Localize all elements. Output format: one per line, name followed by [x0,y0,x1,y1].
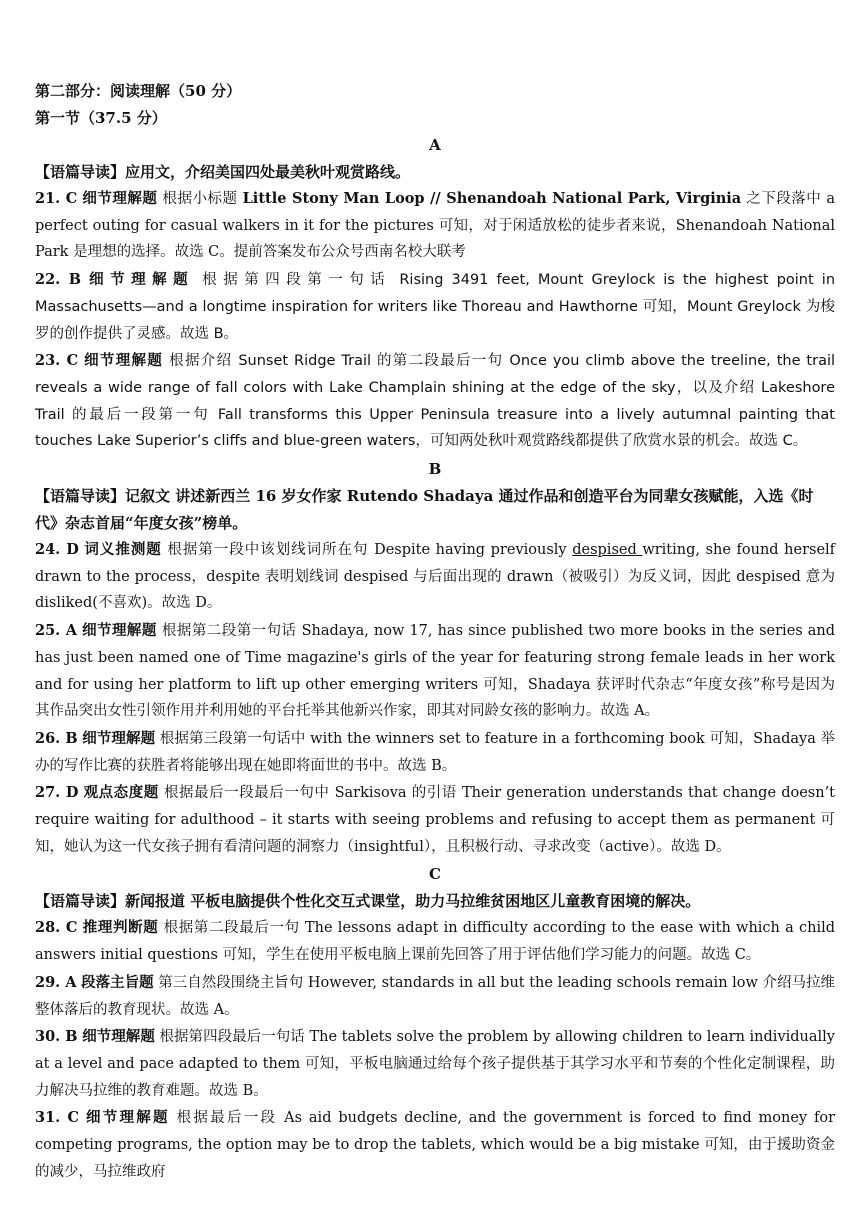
passage-b-guide: 【语篇导读】记叙文 讲述新西兰 16 岁女作家 Rutendo Shadaya 通过作品和创造平台为同辈女孩赋能，入选《时代》杂志首届“年度女孩”榜单。 [35,487,814,533]
q23-type: 细节理解题 [84,352,164,370]
question-28 [35,915,835,968]
passage-b-letter: B [428,460,442,479]
q21-number: 21. C [35,190,78,207]
part-heading: 第二部分：阅读理解（50 分） [35,82,242,100]
q23-text2: Sunset Ridge Trail 的第二段最后一句 Once you climb above the treeline, the trail reveals a wide range of fall colors with Lake Champlain shining at the edge of the sky，以及介绍 Lakeshore Trail 的最后一段第一句 Fall transforms this Upper Peninsula treasure into a lively autumnal painting that touches Lake Superior’s cliffs and blue-green waters，可知两处秋叶观赏路线都提供了欣赏水景的机会。故选 C。 [35,353,836,450]
passage-a-letter: A [429,136,441,154]
q28-type: 推理判断题 [82,919,159,937]
q24-text1: 根据第一段中该划线词所在句 Despite having previously [167,542,567,559]
question-23 [35,348,835,455]
q31-text1: 根据最后一段 As aid budgets decline, and the government is forced to find money for competing programs, the option may be to drop the tablets, which would be a big mistake 可知，由于援助资金的减少，马拉维政府 [35,1110,836,1180]
section-heading: 第一节（37.5 分） [35,109,167,127]
q24-underlined-word: despised [572,542,643,559]
q21-type: 细节理解题 [82,190,158,207]
q24-number: 24. D [35,541,79,559]
q21-text2: 之下段落中 a perfect outing for casual walkers in it for the pictures 可知，对于闲适放松的徒步者来说，Shenandoah National Park 是理想的选择。故选 C。提前答案发布公众号西南名校大联考 [35,191,836,261]
question-30 [35,1024,835,1104]
question-24 [35,537,835,617]
q22-text2: Rising 3491 feet, Mount Greylock is the highest point in Massachusetts—and a longtime inspiration for writers like Thoreau and Hawthorne 可知，Mount Greylock 为梭罗的创作提供了灵感。故选 B。 [35,272,836,342]
q21-text1: 根据小标题 [162,191,238,207]
question-27 [35,780,835,860]
q22-number: 22. B [35,271,82,289]
q31-number: 31. C [35,1109,80,1127]
q24-text2: writing, she found herself drawn to the process，despite 表明划线词 despised 与后面出现的 drawn（被吸引）为反义词，因此 despised 意为 disliked(不喜欢)。故选 D。 [35,542,836,612]
q25-number: 25. A [35,622,77,640]
question-21 [35,186,835,266]
q27-type: 观点态度题 [83,784,159,802]
passage-c-letter: C [429,865,441,884]
q28-text1: 根据第二段最后一句 The lessons adapt in difficulty according to the ease with which a child answers initial questions 可知，学生在使用平板电脑上课前先回答了用于评估他们学习能力的问题。故选 C。 [35,920,836,964]
q21-subtitle: Little Stony Man Loop // Shenandoah National Park, Virginia [242,190,742,207]
question-29 [35,970,835,1023]
q30-number: 30. B [35,1028,78,1046]
question-22 [35,267,835,347]
q26-number: 26. B [35,729,78,747]
question-26 [35,726,835,779]
q29-type: 段落主旨题 [81,973,154,991]
q24-type: 词义推测题 [84,541,162,559]
q22-text1: 根据第四段第一句话 [202,272,392,289]
q22-type: 细节理解题 [89,271,195,289]
q29-number: 29. A [35,973,77,991]
question-31 [35,1105,835,1185]
q23-number: 23. C [35,352,79,370]
passage-a-guide: 【语篇导读】应用文，介绍美国四处最美秋叶观赏路线。 [35,163,411,181]
q27-number: 27. D [35,784,79,802]
answer-page [35,78,835,1187]
q26-type: 细节理解题 [82,729,156,747]
q23-text1: 根据介绍 [169,353,233,370]
q25-text1: 根据第二段第一句话 Shadaya, now 17, has since published two more books in the series and has just been named one of Time magazine's girls of the year for featuring strong female leads in her work and for using her platform to lift up other emerging writers 可知，Shadaya 获评时代杂志“年度女孩”称号是因为其作品突出女性引领作用并利用她的平台托举其他新兴作家，即其对同龄女孩的影响力。故选 A。 [35,623,836,720]
q27-text1: 根据最后一段最后一句中 Sarkisova 的引语 Their generation understands that change doesn’t require waiting for adulthood – it starts with seeing problems and refusing to accept them as permanent 可知，她认为这一代女孩子拥有看清问题的洞察力（insightful），且积极行动、寻求改变（active）。故选 D。 [35,785,836,855]
q25-type: 细节理解题 [82,622,157,640]
q26-text1: 根据第三段第一句话中 with the winners set to feature in a forthcoming book 可知，Shadaya 举办的写作比赛的获胜者将能够出现在她即将面世的书中。故选 B。 [35,730,836,774]
q29-text1: 第三自然段围绕主旨句 However, standards in all but the leading schools remain low 介绍马拉维整体落后的教育现状。故选 A。 [35,974,836,1018]
passage-c-guide: 【语篇导读】新闻报道 平板电脑提供个性化交互式课堂，助力马拉维贫困地区儿童教育困境的解决。 [35,892,701,911]
question-25 [35,618,835,725]
q31-type: 细节理解题 [85,1109,170,1127]
q30-type: 细节理解题 [82,1028,155,1046]
q28-number: 28. C [35,919,78,937]
q30-text1: 根据第四段最后一句话 The tablets solve the problem by allowing children to learn individually at a level and pace adapted to them 可知，平板电脑通过给每个孩子提供基于其学习水平和节奏的个性化定制课程，助力解决马拉维的教育难题。故选 B。 [35,1029,836,1099]
